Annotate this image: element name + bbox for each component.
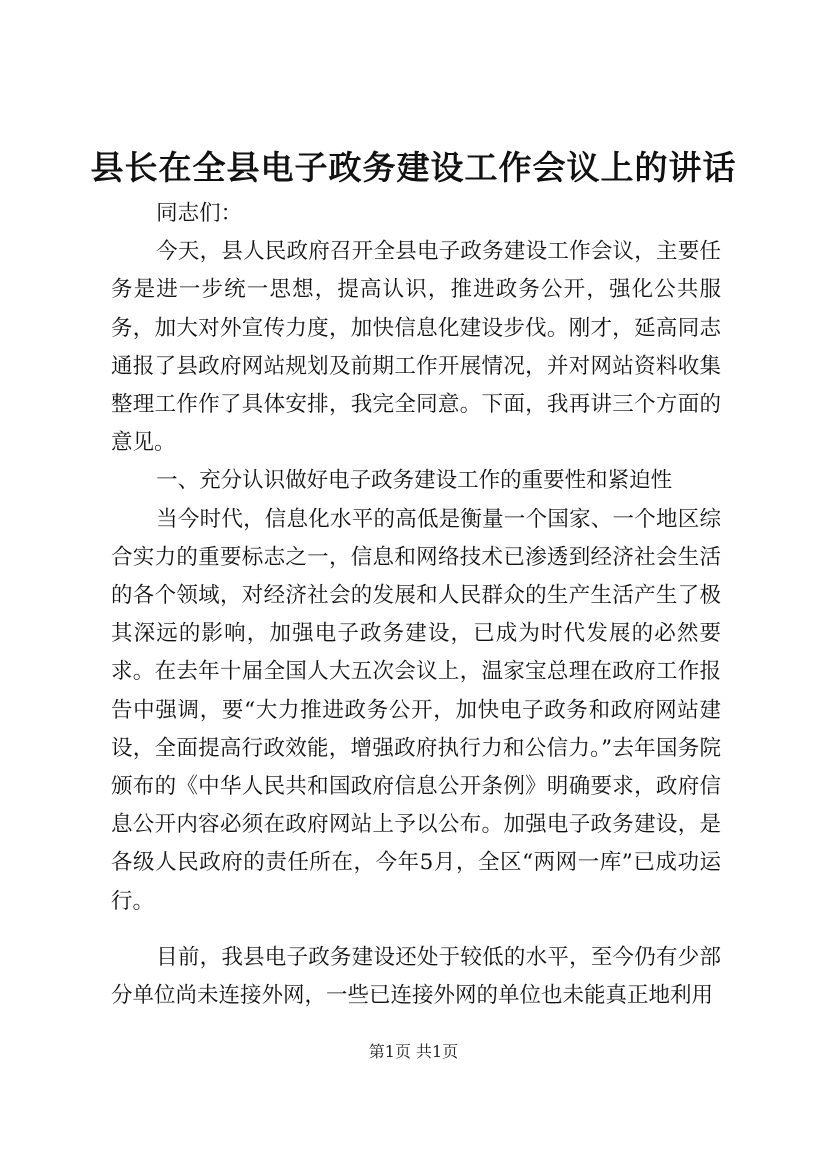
document-title: 县长在全县电子政务建设工作会议上的讲话 [90,148,737,187]
paragraph-opening: 今天，县人民政府召开全县电子政务建设工作会议，主要任务是进一步统一思想，提高认识，推进政务公开，强化公共服务，加大对外宣传力度，加快信息化建设步伐。刚才，延高同志通报了县政府网站规划及前期工作开展情况，并对网站资料收集整理工作作了具体安排，我完全同意。下面，我再讲三个方面的意见。 [111,239,721,456]
page-footer: 第1页 共1页 [368,1042,459,1061]
paragraph-importance: 当今时代，信息化水平的高低是衡量一个国家、一个地区综合实力的重要标志之一，信息和网络技术已渗透到经济社会生活的各个领域，对经济社会的发展和人民群众的生产生活产生了极其深远的影响，加强电子政务建设，已成为时代发展的必然要求。在去年十届全国人大五次会议上，温家宝总理在政府工作报告中强调，要“大力推进政务公开，加快电子政务和政府网站建设，全面提高行政效能，增强政府执行力和公信力。”去年国务院颁布的《中华人民共和国政府信息公开条例》明确要求，政府信息公开内容必须在政府网站上予以公布。加强电子政务建设，是各级人民政府的责任所在，今年5月，全区“两网一库”已成功运行。 [111,506,721,914]
greeting: 同志们： [156,201,243,226]
paragraph-current-status: 目前，我县电子政务建设还处于较低的水平，至今仍有少部分单位尚未连接外网，一些已连接外网的单位也未能真正地利用 [111,944,721,1009]
document-body [111,195,721,1015]
section-heading-1: 一、充分认识做好电子政务建设工作的重要性和紧迫性 [156,468,673,494]
